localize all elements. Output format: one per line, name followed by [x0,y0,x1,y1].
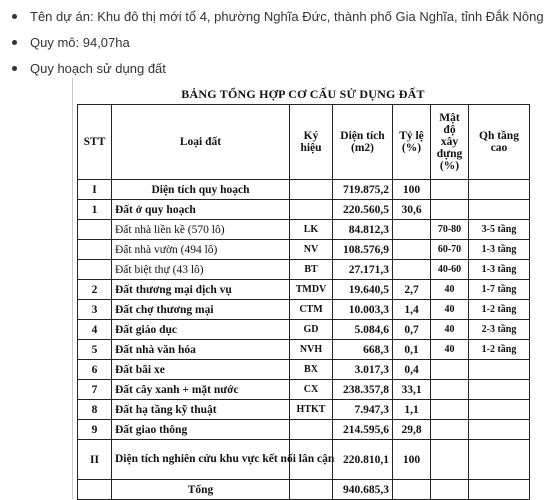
table-row [78,220,530,240]
cell-floors [469,400,530,420]
cell-density [431,420,469,440]
cell-area: 5.084,6 [333,320,393,340]
cell-ratio: 0,1 [393,340,431,360]
cell-area: 668,3 [333,340,393,360]
cell-stt: 2 [78,280,112,300]
cell-stt [78,220,112,240]
cell-land-type: Đất nhà văn hóa [112,340,290,360]
cell-area: 214.595,6 [333,420,393,440]
cell-code: NVH [290,340,333,360]
cell-code: BX [290,360,333,380]
cell-ratio: 1,4 [393,300,431,320]
cell-ratio: 33,1 [393,380,431,400]
cell-density [431,360,469,380]
cell-density: 60-70 [431,240,469,260]
total-area: 940.685,3 [333,480,393,500]
bullet-scale [30,35,130,51]
cell-stt: 7 [78,380,112,400]
cell-density [431,180,469,200]
cell-ratio: 1,1 [393,400,431,420]
cell-floors [469,420,530,440]
cell-code: BT [290,260,333,280]
cell-density [431,200,469,220]
table-row [78,300,530,320]
bullet-dot-icon [12,40,17,45]
cell-floors [469,480,530,500]
cell-density: 40 [431,300,469,320]
cell-floors: 3-5 tầng [469,220,530,240]
cell-stt: 5 [78,340,112,360]
table-row [78,200,530,220]
table-row [78,180,530,200]
cell-density [431,380,469,400]
cell-ratio: 0,7 [393,320,431,340]
bullet-project-name [30,9,544,25]
cell-ratio [393,240,431,260]
table-row [78,420,530,440]
cell-floors: 1-3 tầng [469,260,530,280]
bullet-text: Quy mô: 94,07ha [30,35,130,50]
cell-land-type: Đất ở quy hoạch [112,200,290,220]
cell-code [290,200,333,220]
cell-stt: I [78,180,112,200]
cell-area: 220.810,1 [333,440,393,480]
cell-code: GD [290,320,333,340]
table-row [78,260,530,280]
cell-ratio: 30,6 [393,200,431,220]
cell-density [431,480,469,500]
cell-land-type: Đất giao thông [112,420,290,440]
cell-code [290,180,333,200]
cell-land-type: Đất thương mại dịch vụ [112,280,290,300]
header-ratio: Tỷ lệ (%) [393,105,431,180]
cell-land-type: Diện tích quy hoạch [112,180,290,200]
cell-area: 7.947,3 [333,400,393,420]
cell-ratio: 100 [393,180,431,200]
cell-area: 19.640,5 [333,280,393,300]
cell-floors: 1-7 tầng [469,280,530,300]
table-row [78,440,530,480]
cell-code: LK [290,220,333,240]
cell-floors: 1-2 tầng [469,300,530,320]
cell-stt: 8 [78,400,112,420]
cell-floors: 2-3 tầng [469,320,530,340]
cell-land-type: Đất giáo dục [112,320,290,340]
cell-ratio [393,480,431,500]
table-row [78,360,530,380]
header-floors: Qh tầng cao [469,105,530,180]
cell-density: 70-80 [431,220,469,240]
cell-area: 238.357,8 [333,380,393,400]
table-row [78,280,530,300]
header-land-type: Loại đất [112,105,290,180]
table-row [78,380,530,400]
cell-area: 84.812,3 [333,220,393,240]
cell-floors [469,440,530,480]
cell-land-type: Đất chợ thương mại [112,300,290,320]
table-row [78,240,530,260]
cell-land-type: Đất nhà liền kề (570 lô) [112,220,290,240]
bullet-dot-icon [12,14,17,19]
cell-floors: 1-2 tầng [469,340,530,360]
cell-floors [469,180,530,200]
bullet-text: Quy hoạch sử dụng đất [30,61,166,76]
cell-density: 40 [431,320,469,340]
cell-code: CTM [290,300,333,320]
table-row [78,400,530,420]
header-stt: STT [78,105,112,180]
cell-stt [78,480,112,500]
cell-code [290,480,333,500]
cell-land-type: Đất cây xanh + mặt nước [112,380,290,400]
cell-code: TMDV [290,280,333,300]
cell-ratio: 29,8 [393,420,431,440]
land-use-table [77,104,530,500]
table-header-row [78,105,530,180]
cell-area: 27.171,3 [333,260,393,280]
cell-stt: 1 [78,200,112,220]
cell-floors [469,380,530,400]
cell-ratio: 100 [393,440,431,480]
table-total-row [78,480,530,500]
cell-floors: 1-3 tầng [469,240,530,260]
header-density: Mật độ xây dựng (%) [431,105,469,180]
cell-area: 10.003,3 [333,300,393,320]
table-title: BẢNG TỔNG HỢP CƠ CẤU SỬ DỤNG ĐẤT [181,87,425,101]
cell-area: 108.576,9 [333,240,393,260]
cell-density [431,400,469,420]
cell-area: 3.017,3 [333,360,393,380]
cell-area: 220.560,5 [333,200,393,220]
cell-density: 40-60 [431,260,469,280]
cell-stt: II [78,440,112,480]
cell-stt [78,260,112,280]
cell-floors [469,200,530,220]
cell-density: 40 [431,340,469,360]
cell-land-type: Đất nhà vườn (494 lô) [112,240,290,260]
cell-stt: 3 [78,300,112,320]
cell-ratio [393,220,431,240]
cell-ratio [393,260,431,280]
header-code: Ký hiệu [290,105,333,180]
table-row [78,320,530,340]
cell-density: 40 [431,280,469,300]
cell-density [431,440,469,480]
cell-area: 719.875,2 [333,180,393,200]
header-area: Diện tích (m2) [333,105,393,180]
cell-code: NV [290,240,333,260]
cell-land-type: Đất hạ tầng kỹ thuật [112,400,290,420]
bullet-text: Tên dự án: Khu đô thị mới tổ 4, phường Nghĩa Đức, thành phố Gia Nghĩa, tỉnh Đắk Nông [30,9,544,24]
cell-land-type: Diện tích nghiên cứu khu vực kết nối lân cận [112,440,290,480]
cell-ratio: 2,7 [393,280,431,300]
cell-code: CX [290,380,333,400]
cell-code [290,420,333,440]
bullet-land-use [30,61,166,77]
cell-land-type: Đất bãi xe [112,360,290,380]
land-use-table-image [72,78,533,499]
cell-stt: 4 [78,320,112,340]
cell-stt [78,240,112,260]
bullet-dot-icon [12,66,17,71]
cell-stt: 9 [78,420,112,440]
cell-floors [469,360,530,380]
total-label: Tổng [112,480,290,500]
cell-stt: 6 [78,360,112,380]
cell-code: HTKT [290,400,333,420]
cell-ratio: 0,4 [393,360,431,380]
cell-land-type: Đất biệt thự (43 lô) [112,260,290,280]
table-row [78,340,530,360]
